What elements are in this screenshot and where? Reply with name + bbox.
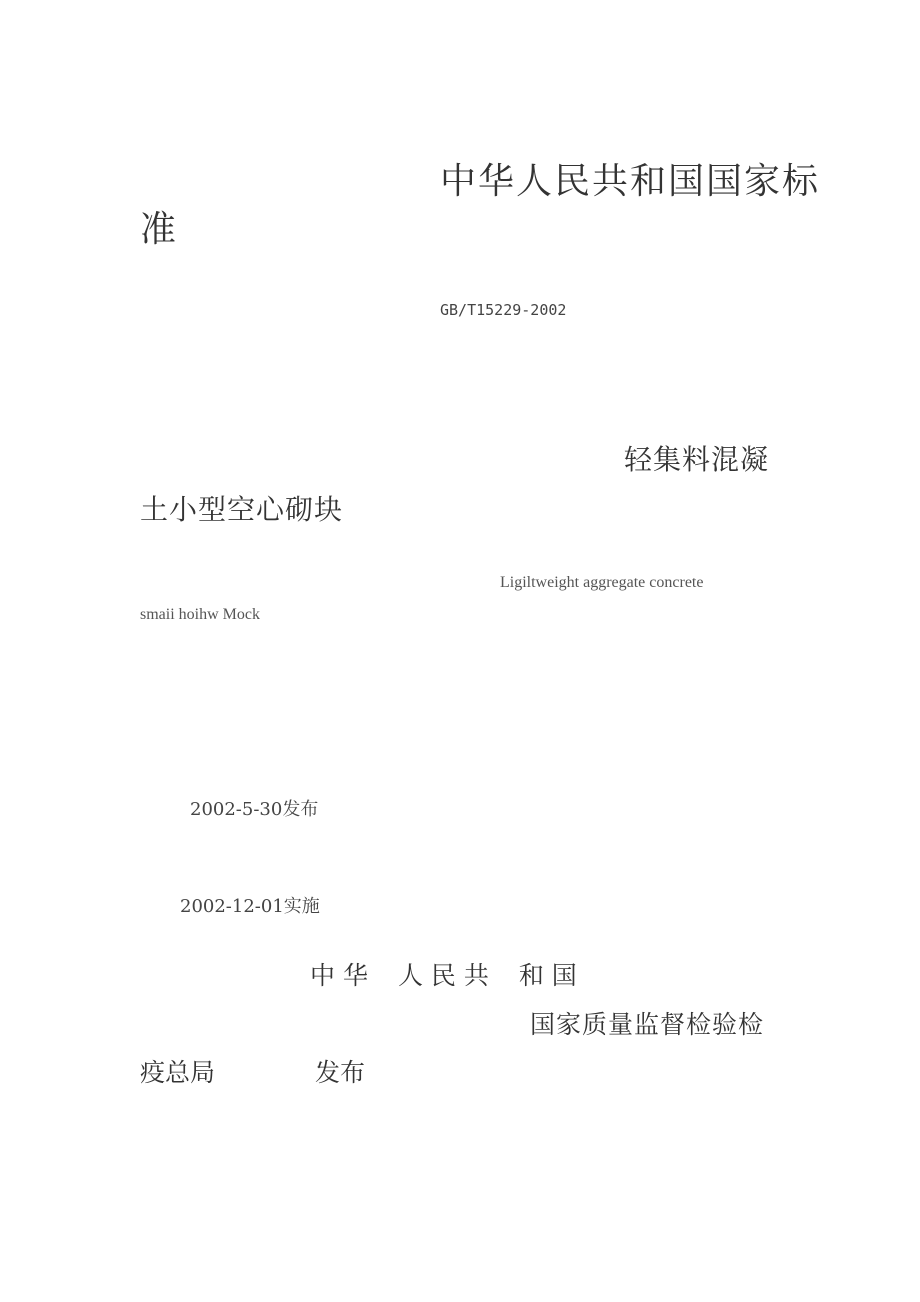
document-title-line2: 准	[140, 209, 177, 250]
issuer-line3	[140, 1060, 365, 1085]
standard-name-zh-line2: 土小型空心砌块	[140, 493, 344, 526]
issuer-line1-part1: 中 华	[310, 961, 368, 990]
issuer-line1-part2: 人 民 共	[397, 961, 489, 990]
issuer-line2: 国家质量监督检验检	[530, 1010, 765, 1039]
document-title-line1: 中华人民共和国国家标	[440, 161, 821, 202]
standard-name-zh-line1: 轻集料混凝	[624, 443, 770, 476]
issuer-line1	[310, 963, 577, 988]
issuer-line1-part3: 和 国	[518, 961, 577, 990]
standard-name-en-line2: smaii hoihw Mock	[140, 606, 260, 623]
issuer-org-name: 疫总局	[140, 1058, 216, 1087]
standard-name-en-line1: Ligiltweight aggregate concrete	[500, 574, 704, 591]
standard-code: GB/T15229-2002	[440, 301, 567, 319]
issuer-action: 发布	[315, 1058, 366, 1087]
implementation-date: 2002-12-01实施	[180, 896, 320, 917]
publish-date: 2002-5-30发布	[190, 799, 319, 820]
